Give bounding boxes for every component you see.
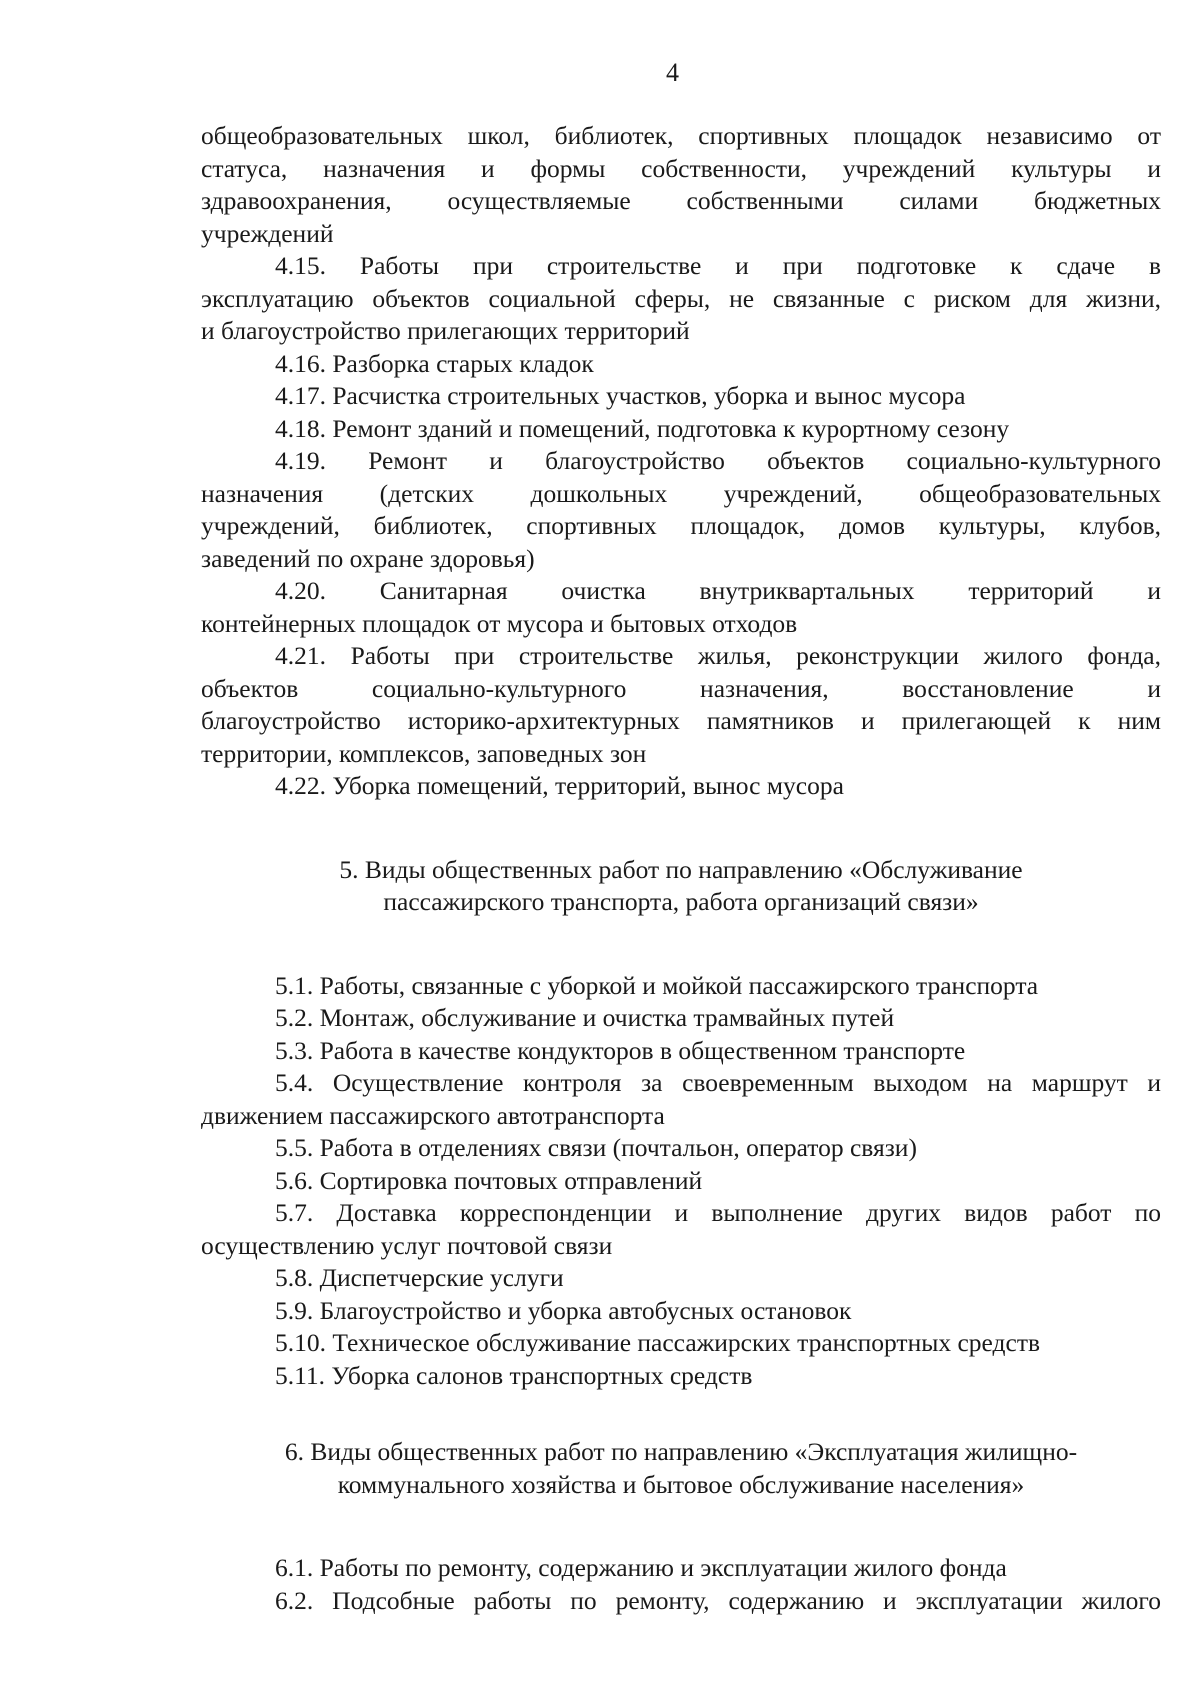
text-line: учреждений (201, 218, 334, 248)
document-body (201, 120, 1161, 1617)
list-item-5-10: 5.10. Техническое обслуживание пассажирских транспортных средств (275, 1328, 1040, 1357)
page-number: 4 (666, 58, 679, 87)
text-line: движением пассажирского автотранспорта (201, 1100, 665, 1130)
text-line: назначения (детских дошкольных учреждений, общеобразовательных (201, 478, 1161, 508)
list-item-4-16: 4.16. Разборка старых кладок (275, 348, 594, 378)
list-item-6-1: 6.1. Работы по ремонту, содержанию и эксплуатации жилого фонда (275, 1553, 1007, 1582)
list-item-5-5: 5.5. Работа в отделениях связи (почтальон, оператор связи) (275, 1133, 917, 1162)
section-spacer (201, 1392, 1161, 1436)
list-item-5-8: 5.8. Диспетчерские услуги (275, 1263, 564, 1292)
section-6-heading-line-2: коммунального хозяйства и бытовое обслуживание населения» (337, 1469, 1025, 1499)
section-5-heading-line-2: пассажирского транспорта, работа организаций связи» (383, 887, 979, 916)
text-line: и благоустройство прилегающих территорий (201, 316, 690, 345)
section-spacer (201, 1501, 1161, 1552)
text-line: заведений по охране здоровья) (201, 543, 535, 573)
list-item-5-3: 5.3. Работа в качестве кондукторов в общественном транспорте (275, 1035, 966, 1065)
list-item-4-21: 4.21. Работы при строительстве жилья, реконструкции жилого фонда, (275, 641, 1161, 670)
list-item-5-6: 5.6. Сортировка почтовых отправлений (275, 1165, 703, 1195)
list-item-4-20: 4.20. Санитарная очистка внутриквартальных территорий и (275, 576, 1161, 605)
section-spacer (201, 919, 1161, 970)
list-item-5-4: 5.4. Осуществление контроля за своевременным выходом на маршрут и (275, 1068, 1161, 1097)
text-line: статуса, назначения и формы собственности, учреждений культуры и (201, 153, 1161, 183)
list-item-5-2: 5.2. Монтаж, обслуживание и очистка трамвайных путей (275, 1003, 895, 1032)
section-5-heading-line-1: 5. Виды общественных работ по направлению «Обслуживание (339, 854, 1023, 884)
text-line: общеобразовательных школ, библиотек, спортивных площадок независимо от (201, 121, 1161, 150)
list-item-4-18: 4.18. Ремонт зданий и помещений, подготовка к курортному сезону (275, 413, 1010, 443)
section-6-heading-line-1: 6. Виды общественных работ по направлению «Эксплуатация жилищно- (284, 1437, 1078, 1466)
section-spacer (201, 803, 1161, 854)
list-item-6-2: 6.2. Подсобные работы по ремонту, содержанию и эксплуатации жилого (275, 1585, 1161, 1615)
text-line: контейнерных площадок от мусора и бытовых отходов (201, 608, 798, 638)
list-item-4-17: 4.17. Расчистка строительных участков, уборка и вынос мусора (275, 381, 966, 410)
text-line: территории, комплексов, заповедных зон (201, 738, 647, 768)
text-line: учреждений, библиотек, спортивных площадок, домов культуры, клубов, (201, 511, 1161, 540)
list-item-5-9: 5.9. Благоустройство и уборка автобусных остановок (275, 1295, 852, 1325)
text-line: эксплуатацию объектов социальной сферы, не связанные с риском для жизни, (201, 283, 1161, 313)
text-line: благоустройство историко-архитектурных памятников и прилегающей к ним (201, 706, 1161, 735)
text-line: осуществлению услуг почтовой связи (201, 1230, 613, 1260)
list-item-5-7: 5.7. Доставка корреспонденции и выполнение других видов работ по (275, 1198, 1161, 1227)
list-item-4-19: 4.19. Ремонт и благоустройство объектов социально-культурного (275, 446, 1161, 475)
text-line: объектов социально-культурного назначения, восстановление и (201, 673, 1161, 703)
list-item-4-15: 4.15. Работы при строительстве и при подготовке к сдаче в (275, 251, 1161, 280)
list-item-5-1: 5.1. Работы, связанные с уборкой и мойкой пассажирского транспорта (275, 970, 1039, 1000)
list-item-4-22: 4.22. Уборка помещений, территорий, вынос мусора (275, 771, 844, 800)
list-item-5-11: 5.11. Уборка салонов транспортных средств (275, 1360, 753, 1390)
text-line: здравоохранения, осуществляемые собственными силами бюджетных (201, 186, 1161, 215)
